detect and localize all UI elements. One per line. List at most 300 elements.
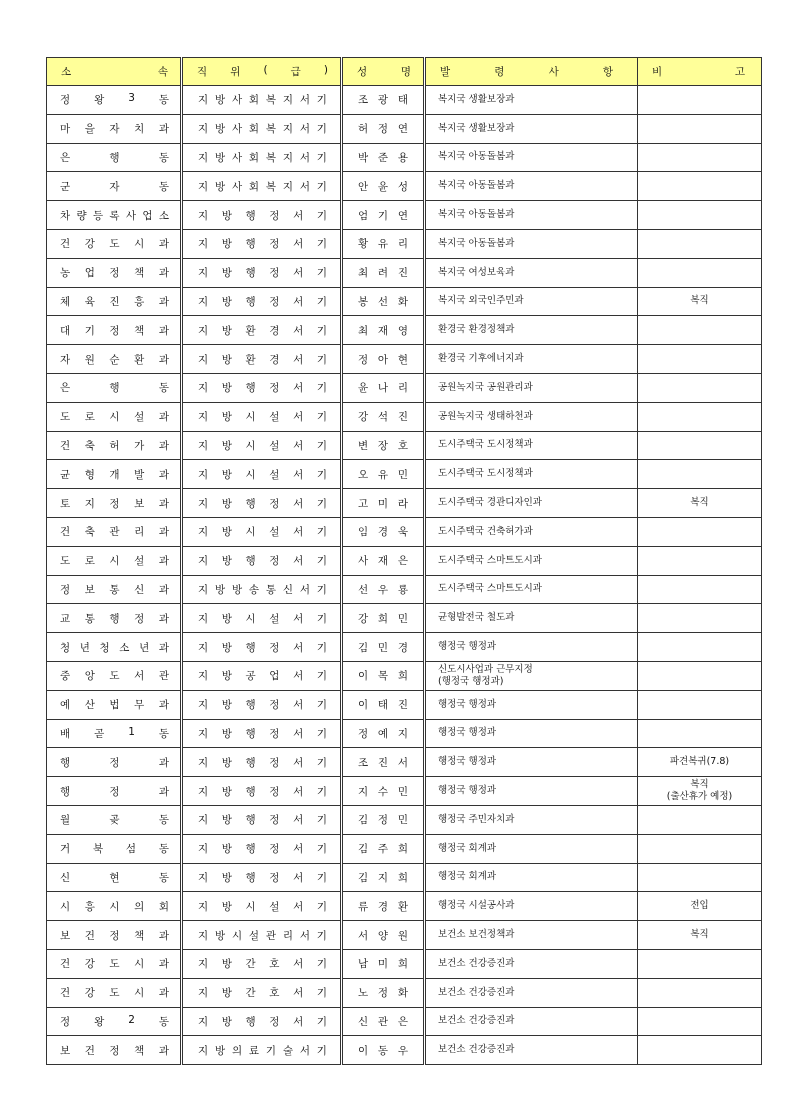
header-dept <box>47 58 182 86</box>
order-text: 행정국 회계과 <box>438 842 497 854</box>
note-cell <box>638 1036 762 1065</box>
cell-text: 지 방 행 정 서 기 <box>198 555 327 568</box>
order-text: 복지국 아동돌봄과 <box>438 237 515 249</box>
dept-cell <box>47 863 182 892</box>
order-text: 행정국 행정과 <box>438 727 497 739</box>
cell-text: 지 방 행 정 서 기 <box>198 727 327 740</box>
order-cell <box>425 172 638 201</box>
cell-text: 지 방 공 업 서 기 <box>198 670 327 683</box>
order-cell <box>425 258 638 287</box>
note-cell <box>638 402 762 431</box>
cell-text: 대 기 정 책 과 <box>60 324 169 337</box>
note-cell <box>638 604 762 633</box>
cell-text: 이 태 진 <box>358 699 408 712</box>
position-cell <box>182 748 342 777</box>
cell-text: 지 방 시 설 서 기 <box>198 439 327 452</box>
order-text: 행정국 회계과 <box>438 871 497 883</box>
cell-text: 정 보 통 신 과 <box>60 583 169 596</box>
order-text: 도시주택국 스마트도시과 <box>438 554 542 566</box>
name-cell <box>342 892 425 921</box>
dept-cell <box>47 978 182 1007</box>
note-cell <box>638 978 762 1007</box>
order-cell <box>425 921 638 950</box>
order-cell <box>425 373 638 402</box>
cell-text: 지 방 사 회 복 지 서 기 <box>198 180 327 193</box>
position-cell <box>182 460 342 489</box>
note-cell <box>638 748 762 777</box>
position-cell <box>182 373 342 402</box>
cell-text: 황 유 리 <box>358 238 408 251</box>
dept-cell <box>47 431 182 460</box>
order-cell <box>425 229 638 258</box>
cell-text: 신 관 은 <box>358 1015 408 1028</box>
position-cell <box>182 921 342 950</box>
cell-text: 이 목 희 <box>358 670 408 683</box>
order-text: 행정국 행정과 <box>438 641 497 653</box>
name-cell <box>342 661 425 690</box>
table-row <box>47 748 762 777</box>
dept-cell <box>47 114 182 143</box>
name-cell <box>342 460 425 489</box>
name-cell <box>342 1036 425 1065</box>
order-text: 신도시사업과 근무지정 <box>438 663 533 675</box>
name-cell <box>342 229 425 258</box>
dept-cell <box>47 834 182 863</box>
cell-text: 지 방 사 회 복 지 서 기 <box>198 94 327 107</box>
position-cell <box>182 690 342 719</box>
name-cell <box>342 575 425 604</box>
position-cell <box>182 345 342 374</box>
dept-cell <box>47 373 182 402</box>
cell-text: 지 방 시 설 서 기 <box>198 900 327 913</box>
cell-text: 거 북 섬 동 <box>60 843 169 856</box>
dept-cell <box>47 633 182 662</box>
cell-text: 지 방 시 설 관 리 서 기 <box>198 929 327 942</box>
cell-text: 김 정 민 <box>358 814 408 827</box>
order-cell <box>425 661 638 690</box>
note-cell <box>638 229 762 258</box>
position-cell <box>182 719 342 748</box>
note-cell <box>638 690 762 719</box>
position-cell <box>182 229 342 258</box>
position-cell <box>182 892 342 921</box>
dept-cell <box>47 229 182 258</box>
order-cell <box>425 805 638 834</box>
name-cell <box>342 834 425 863</box>
table-row <box>47 978 762 1007</box>
name-cell <box>342 431 425 460</box>
note-text: 파견복귀(7.8) <box>669 756 730 768</box>
order-cell <box>425 460 638 489</box>
order-text: 복지국 아동돌봄과 <box>438 151 515 163</box>
cell-text: 지 방 의 료 기 술 서 기 <box>198 1044 327 1057</box>
order-text: 보건소 건강증진과 <box>438 957 515 969</box>
table-row <box>47 661 762 690</box>
dept-cell <box>47 777 182 806</box>
table-row <box>47 229 762 258</box>
cell-text: 지 방 행 정 서 기 <box>198 785 327 798</box>
table-row <box>47 690 762 719</box>
cell-text: 지 방 행 정 서 기 <box>198 756 327 769</box>
cell-text: 건 축 허 가 과 <box>60 439 169 452</box>
order-cell <box>425 345 638 374</box>
note-cell <box>638 921 762 950</box>
name-cell <box>342 86 425 115</box>
position-cell <box>182 1036 342 1065</box>
cell-text: 토 지 정 보 과 <box>60 497 169 510</box>
table-row <box>47 316 762 345</box>
position-cell <box>182 172 342 201</box>
cell-text: 김 지 희 <box>358 871 408 884</box>
table-row <box>47 172 762 201</box>
cell-text: 윤 나 리 <box>358 382 408 395</box>
name-cell <box>342 949 425 978</box>
header-name <box>342 58 425 86</box>
position-cell <box>182 517 342 546</box>
cell-text: 지 방 환 경 서 기 <box>198 324 327 337</box>
cell-text: 정 왕 3 동 <box>60 92 169 107</box>
name-cell <box>342 489 425 518</box>
dept-cell <box>47 719 182 748</box>
note-cell <box>638 863 762 892</box>
dept-cell <box>47 517 182 546</box>
note-cell <box>638 834 762 863</box>
order-text: 복지국 아동돌봄과 <box>438 209 515 221</box>
note-cell <box>638 460 762 489</box>
name-cell <box>342 1007 425 1036</box>
position-cell <box>182 489 342 518</box>
order-text: 행정국 행정과 <box>438 785 497 797</box>
dept-cell <box>47 143 182 172</box>
cell-text: 지 방 사 회 복 지 서 기 <box>198 123 327 136</box>
cell-text: 안 윤 성 <box>358 180 408 193</box>
note-cell <box>638 86 762 115</box>
personnel-table <box>46 57 762 1065</box>
order-cell <box>425 949 638 978</box>
note-cell <box>638 575 762 604</box>
note-text: 복직 <box>690 779 709 791</box>
cell-text: 조 진 서 <box>358 756 408 769</box>
position-cell <box>182 114 342 143</box>
cell-text: 지 방 행 정 서 기 <box>198 843 327 856</box>
order-cell <box>425 575 638 604</box>
cell-text: 최 려 진 <box>358 267 408 280</box>
order-cell <box>425 287 638 316</box>
note-cell <box>638 201 762 230</box>
note-cell <box>638 1007 762 1036</box>
cell-text: 지 수 민 <box>358 785 408 798</box>
table-row <box>47 604 762 633</box>
dept-cell <box>47 201 182 230</box>
position-cell <box>182 546 342 575</box>
note-cell <box>638 172 762 201</box>
cell-text: 청 년 청 소 년 과 <box>60 641 169 654</box>
name-cell <box>342 719 425 748</box>
dept-cell <box>47 690 182 719</box>
cell-text: 월 곶 동 <box>60 814 169 827</box>
position-cell <box>182 978 342 1007</box>
order-cell <box>425 748 638 777</box>
cell-text: 지 방 행 정 서 기 <box>198 267 327 280</box>
note-cell <box>638 316 762 345</box>
position-cell <box>182 258 342 287</box>
dept-cell <box>47 575 182 604</box>
cell-text: 성 명 <box>357 66 411 78</box>
name-cell <box>342 517 425 546</box>
table-row <box>47 258 762 287</box>
name-cell <box>342 402 425 431</box>
cell-text: 지 방 행 정 서 기 <box>198 382 327 395</box>
cell-text: 류 경 환 <box>358 900 408 913</box>
cell-text: 지 방 시 설 서 기 <box>198 411 327 424</box>
table-row <box>47 921 762 950</box>
cell-text: 조 광 태 <box>358 94 408 107</box>
name-cell <box>342 805 425 834</box>
table-row <box>47 373 762 402</box>
dept-cell <box>47 661 182 690</box>
cell-text: 신 현 동 <box>60 871 169 884</box>
order-text-2: (행정국 행정과) <box>438 675 504 687</box>
name-cell <box>342 633 425 662</box>
dept-cell <box>47 748 182 777</box>
order-text: 공원녹지국 공원관리과 <box>438 381 533 393</box>
header-row <box>47 58 762 86</box>
cell-text: 농 업 정 책 과 <box>60 267 169 280</box>
note-cell <box>638 777 762 806</box>
cell-text: 예 산 법 무 과 <box>60 699 169 712</box>
cell-text: 최 재 영 <box>358 324 408 337</box>
order-cell <box>425 777 638 806</box>
cell-text: 지 방 행 정 서 기 <box>198 871 327 884</box>
cell-text: 강 석 진 <box>358 411 408 424</box>
table-row <box>47 805 762 834</box>
order-text: 도시주택국 도시정책과 <box>438 468 533 480</box>
order-text: 복지국 여성보육과 <box>438 266 515 278</box>
cell-text: 지 방 간 호 서 기 <box>198 987 327 1000</box>
cell-text: 비 고 <box>652 66 745 78</box>
position-cell <box>182 834 342 863</box>
note-text-2: (출산휴가 예정) <box>666 791 733 803</box>
cell-text: 임 경 욱 <box>358 526 408 539</box>
position-cell <box>182 431 342 460</box>
name-cell <box>342 690 425 719</box>
cell-text: 변 장 호 <box>358 439 408 452</box>
cell-text: 지 방 행 정 서 기 <box>198 497 327 510</box>
name-cell <box>342 748 425 777</box>
cell-text: 노 정 화 <box>358 987 408 1000</box>
order-text: 보건소 건강증진과 <box>438 1015 515 1027</box>
cell-text: 지 방 행 정 서 기 <box>198 699 327 712</box>
dept-cell <box>47 921 182 950</box>
cell-text: 강 희 민 <box>358 612 408 625</box>
table-row <box>47 402 762 431</box>
cell-text: 선 우 룡 <box>358 583 408 596</box>
table-row <box>47 517 762 546</box>
cell-text: 지 방 행 정 서 기 <box>198 641 327 654</box>
name-cell <box>342 604 425 633</box>
dept-cell <box>47 460 182 489</box>
note-cell <box>638 373 762 402</box>
order-cell <box>425 201 638 230</box>
cell-text: 체 육 진 흥 과 <box>60 295 169 308</box>
position-cell <box>182 661 342 690</box>
order-cell <box>425 431 638 460</box>
cell-text: 지 방 간 호 서 기 <box>198 958 327 971</box>
position-cell <box>182 575 342 604</box>
note-cell <box>638 517 762 546</box>
dept-cell <box>47 805 182 834</box>
cell-text: 도 로 시 설 과 <box>60 411 169 424</box>
note-text: 전입 <box>690 900 709 912</box>
dept-cell <box>47 345 182 374</box>
position-cell <box>182 287 342 316</box>
name-cell <box>342 921 425 950</box>
cell-text: 정 왕 2 동 <box>60 1013 169 1028</box>
order-cell <box>425 604 638 633</box>
position-cell <box>182 604 342 633</box>
cell-text: 차 량 등 록 사 업 소 <box>60 209 169 222</box>
position-cell <box>182 402 342 431</box>
note-cell <box>638 345 762 374</box>
note-cell <box>638 719 762 748</box>
name-cell <box>342 345 425 374</box>
order-cell <box>425 114 638 143</box>
note-cell <box>638 633 762 662</box>
order-text: 도시주택국 건축허가과 <box>438 525 533 537</box>
order-text: 도시주택국 스마트도시과 <box>438 583 542 595</box>
cell-text: 교 통 행 정 과 <box>60 612 169 625</box>
order-cell <box>425 892 638 921</box>
order-text: 도시주택국 경관디자인과 <box>438 497 542 509</box>
order-text: 복지국 생활보장과 <box>438 93 515 105</box>
cell-text: 지 방 사 회 복 지 서 기 <box>198 151 327 164</box>
table-row <box>47 834 762 863</box>
cell-text: 시 흥 시 의 회 <box>60 900 169 913</box>
cell-text: 직 위 ( 급 ) <box>197 64 328 78</box>
position-cell <box>182 1007 342 1036</box>
note-cell <box>638 258 762 287</box>
order-cell <box>425 863 638 892</box>
cell-text: 행 정 과 <box>60 785 169 798</box>
cell-text: 보 건 정 책 과 <box>60 929 169 942</box>
dept-cell <box>47 316 182 345</box>
cell-text: 건 강 도 시 과 <box>60 987 169 1000</box>
order-cell <box>425 633 638 662</box>
cell-text: 자 원 순 환 과 <box>60 353 169 366</box>
cell-text: 보 건 정 책 과 <box>60 1044 169 1057</box>
table-row <box>47 431 762 460</box>
order-cell <box>425 489 638 518</box>
cell-text: 허 정 연 <box>358 123 408 136</box>
cell-text: 지 방 행 정 서 기 <box>198 209 327 222</box>
dept-cell <box>47 489 182 518</box>
cell-text: 봉 선 화 <box>358 295 408 308</box>
table-row <box>47 86 762 115</box>
order-cell <box>425 546 638 575</box>
dept-cell <box>47 172 182 201</box>
table-row <box>47 633 762 662</box>
note-cell <box>638 805 762 834</box>
order-cell <box>425 402 638 431</box>
dept-cell <box>47 258 182 287</box>
order-text: 환경국 기후에너지과 <box>438 353 524 365</box>
cell-text: 정 예 지 <box>358 727 408 740</box>
position-cell <box>182 143 342 172</box>
dept-cell <box>47 287 182 316</box>
cell-text: 지 방 행 정 서 기 <box>198 238 327 251</box>
cell-text: 정 아 현 <box>358 353 408 366</box>
cell-text: 엄 기 연 <box>358 209 408 222</box>
position-cell <box>182 863 342 892</box>
dept-cell <box>47 86 182 115</box>
name-cell <box>342 863 425 892</box>
note-cell <box>638 114 762 143</box>
name-cell <box>342 258 425 287</box>
name-cell <box>342 978 425 1007</box>
dept-cell <box>47 546 182 575</box>
order-text: 복지국 외국인주민과 <box>438 295 524 307</box>
table-row <box>47 777 762 806</box>
cell-text: 배 곧 1 동 <box>60 725 169 740</box>
order-text: 보건소 건강증진과 <box>438 1044 515 1056</box>
note-cell <box>638 431 762 460</box>
table-row <box>47 863 762 892</box>
order-text: 복지국 아동돌봄과 <box>438 180 515 192</box>
cell-text: 지 방 시 설 서 기 <box>198 468 327 481</box>
table-row <box>47 143 762 172</box>
cell-text: 군 자 동 <box>60 180 169 193</box>
dept-cell <box>47 402 182 431</box>
order-text: 보건소 보건정책과 <box>438 929 515 940</box>
order-text: 공원녹지국 생태하천과 <box>438 410 533 422</box>
cell-text: 은 행 동 <box>60 382 169 395</box>
cell-text: 은 행 동 <box>60 151 169 164</box>
dept-cell <box>47 1036 182 1065</box>
cell-text: 중 앙 도 서 관 <box>60 670 169 683</box>
order-cell <box>425 1036 638 1065</box>
table-row <box>47 114 762 143</box>
cell-text: 지 방 행 정 서 기 <box>198 814 327 827</box>
cell-text: 건 축 관 리 과 <box>60 526 169 539</box>
cell-text: 지 방 시 설 서 기 <box>198 612 327 625</box>
cell-text: 김 민 경 <box>358 641 408 654</box>
cell-text: 지 방 시 설 서 기 <box>198 526 327 539</box>
order-cell <box>425 316 638 345</box>
name-cell <box>342 114 425 143</box>
table-row <box>47 1007 762 1036</box>
cell-text: 김 주 희 <box>358 843 408 856</box>
cell-text: 고 미 라 <box>358 497 408 510</box>
note-cell <box>638 949 762 978</box>
order-text: 행정국 행정과 <box>438 698 497 710</box>
note-cell <box>638 546 762 575</box>
cell-text: 마 을 자 치 과 <box>60 123 169 136</box>
order-text: 행정국 주민자치과 <box>438 813 515 825</box>
order-text: 보건소 건강증진과 <box>438 986 515 998</box>
name-cell <box>342 316 425 345</box>
order-cell <box>425 834 638 863</box>
cell-text: 균 형 개 발 과 <box>60 468 169 481</box>
cell-text: 지 방 환 경 서 기 <box>198 353 327 366</box>
dept-cell <box>47 604 182 633</box>
order-text: 환경국 환경정책과 <box>438 324 515 336</box>
cell-text: 소 속 <box>61 66 168 78</box>
cell-text: 건 강 도 시 과 <box>60 238 169 251</box>
name-cell <box>342 143 425 172</box>
order-cell <box>425 719 638 748</box>
order-text: 도시주택국 도시정책과 <box>438 439 533 451</box>
cell-text: 박 준 용 <box>358 151 408 164</box>
